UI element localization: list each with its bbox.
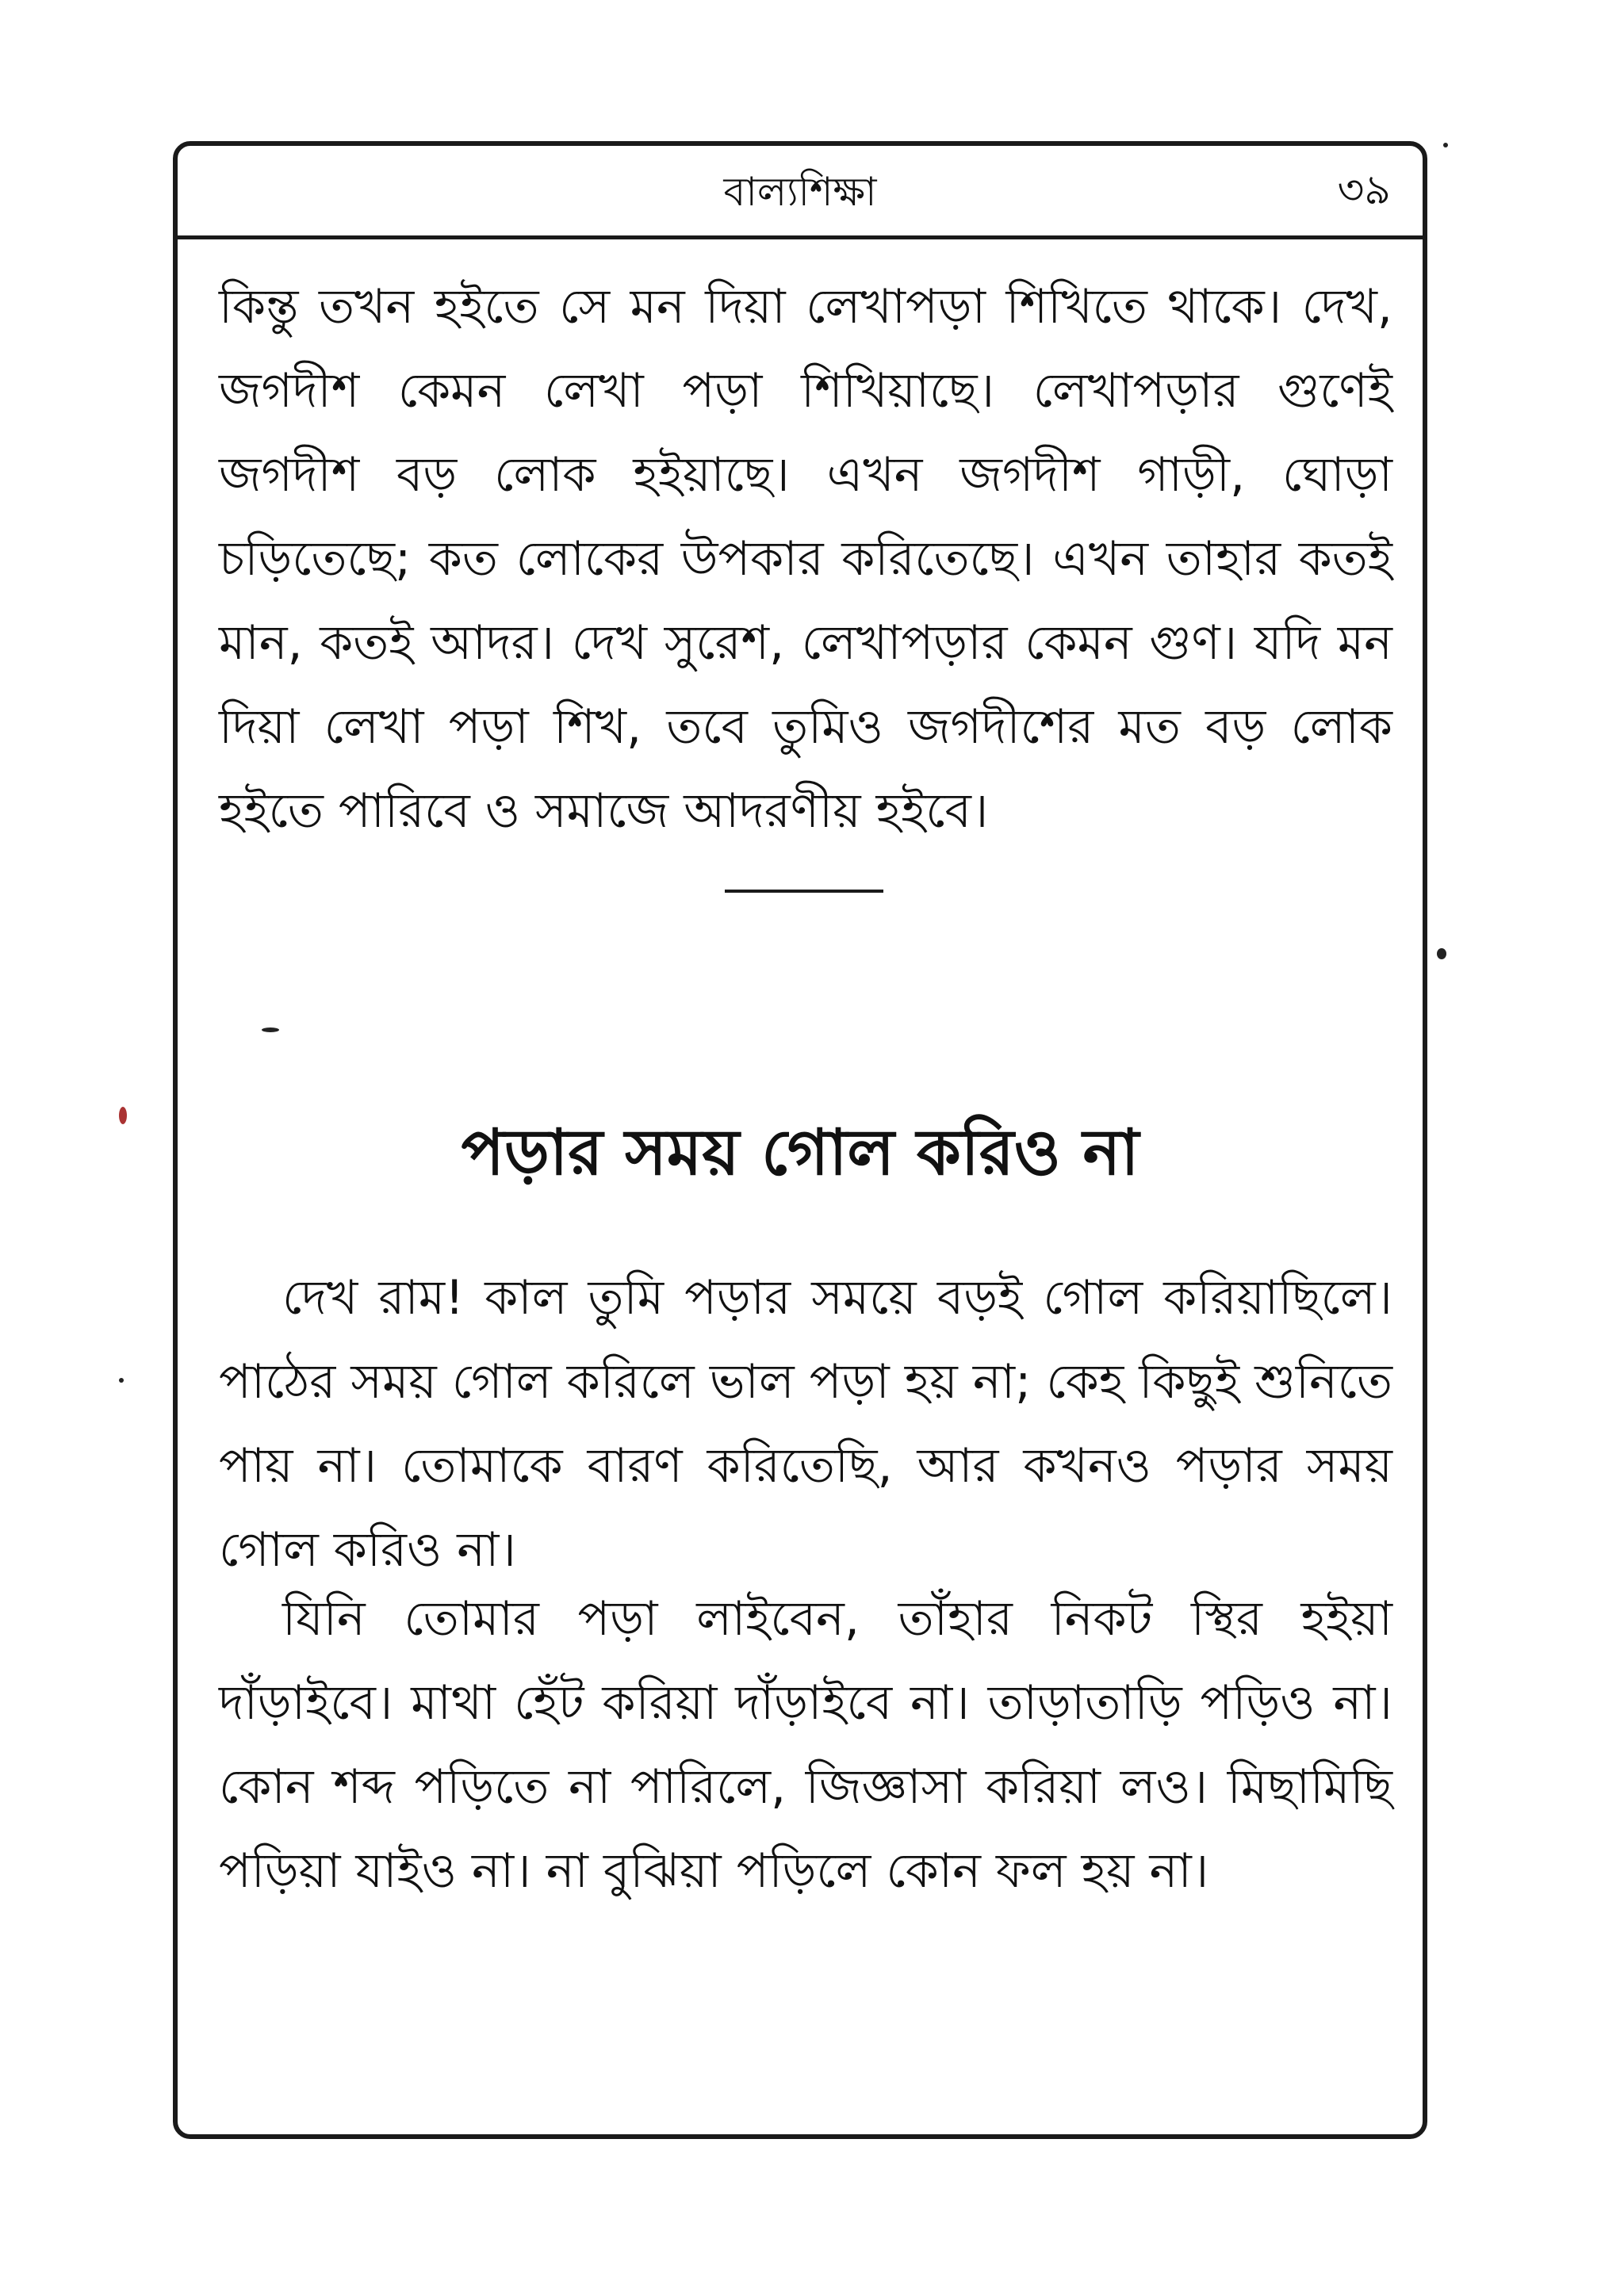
page-header [178, 146, 1423, 239]
section-divider [725, 890, 883, 893]
scan-speck [1437, 948, 1446, 959]
running-title: বাল্যশিক্ষা [723, 169, 877, 215]
intro-paragraph: কিন্তু তখন হইতে সে মন দিয়া লেখাপড়া শিখিতে থাকে। দেখ, জগদীশ কেমন লেখা পড়া শিখিয়াছে। লেখাপড়ার গুণেই জগদীশ বড় লোক হইয়াছে। এখন জগদীশ গাড়ী, ঘোড়া চড়িতেছে; কত লোকের উপকার করিতেছে। এখন তাহার কতই মান, কতই আদর। দেখ সুরেশ, লেখাপড়ার কেমন গুণ। যদি মন দিয়া লেখা পড়া শিখ, তবে তুমিও জগদীশের মত বড় লোক হইতে পারিবে ও সমাজে আদরণীয় হইবে। [219, 279, 1392, 839]
scan-speck [119, 1378, 124, 1383]
scan-speck [119, 1107, 127, 1124]
lesson-paragraph-1: দেখ রাম! কাল তুমি পড়ার সময়ে বড়ই গোল করিয়াছিলে। পাঠের সময় গোল করিলে ভাল পড়া হয় না; কেহ কিছুই শুনিতে পায় না। তোমাকে বারণ করিতেছি, আর কখনও পড়ার সময় গোল করিও না। [219, 1270, 1392, 1578]
page-number: ৩৯ [1337, 166, 1391, 214]
lesson-title: পড়ার সময় গোল করিও না [461, 1115, 1139, 1189]
scan-speck [1443, 143, 1448, 147]
scan-speck [262, 1027, 279, 1032]
lesson-paragraph-2: যিনি তোমার পড়া লাইবেন, তাঁহার নিকট স্থির হইয়া দাঁড়াইবে। মাথা হেঁট করিয়া দাঁড়াইবে না। তাড়াতাড়ি পড়িও না। কোন শব্দ পড়িতে না পারিলে, জিজ্ঞাসা করিয়া লও। মিছামিছি পড়িয়া যাইও না। না বুঝিয়া পড়িলে কোন ফল হয় না। [219, 1591, 1392, 1899]
page-border [173, 141, 1427, 2139]
